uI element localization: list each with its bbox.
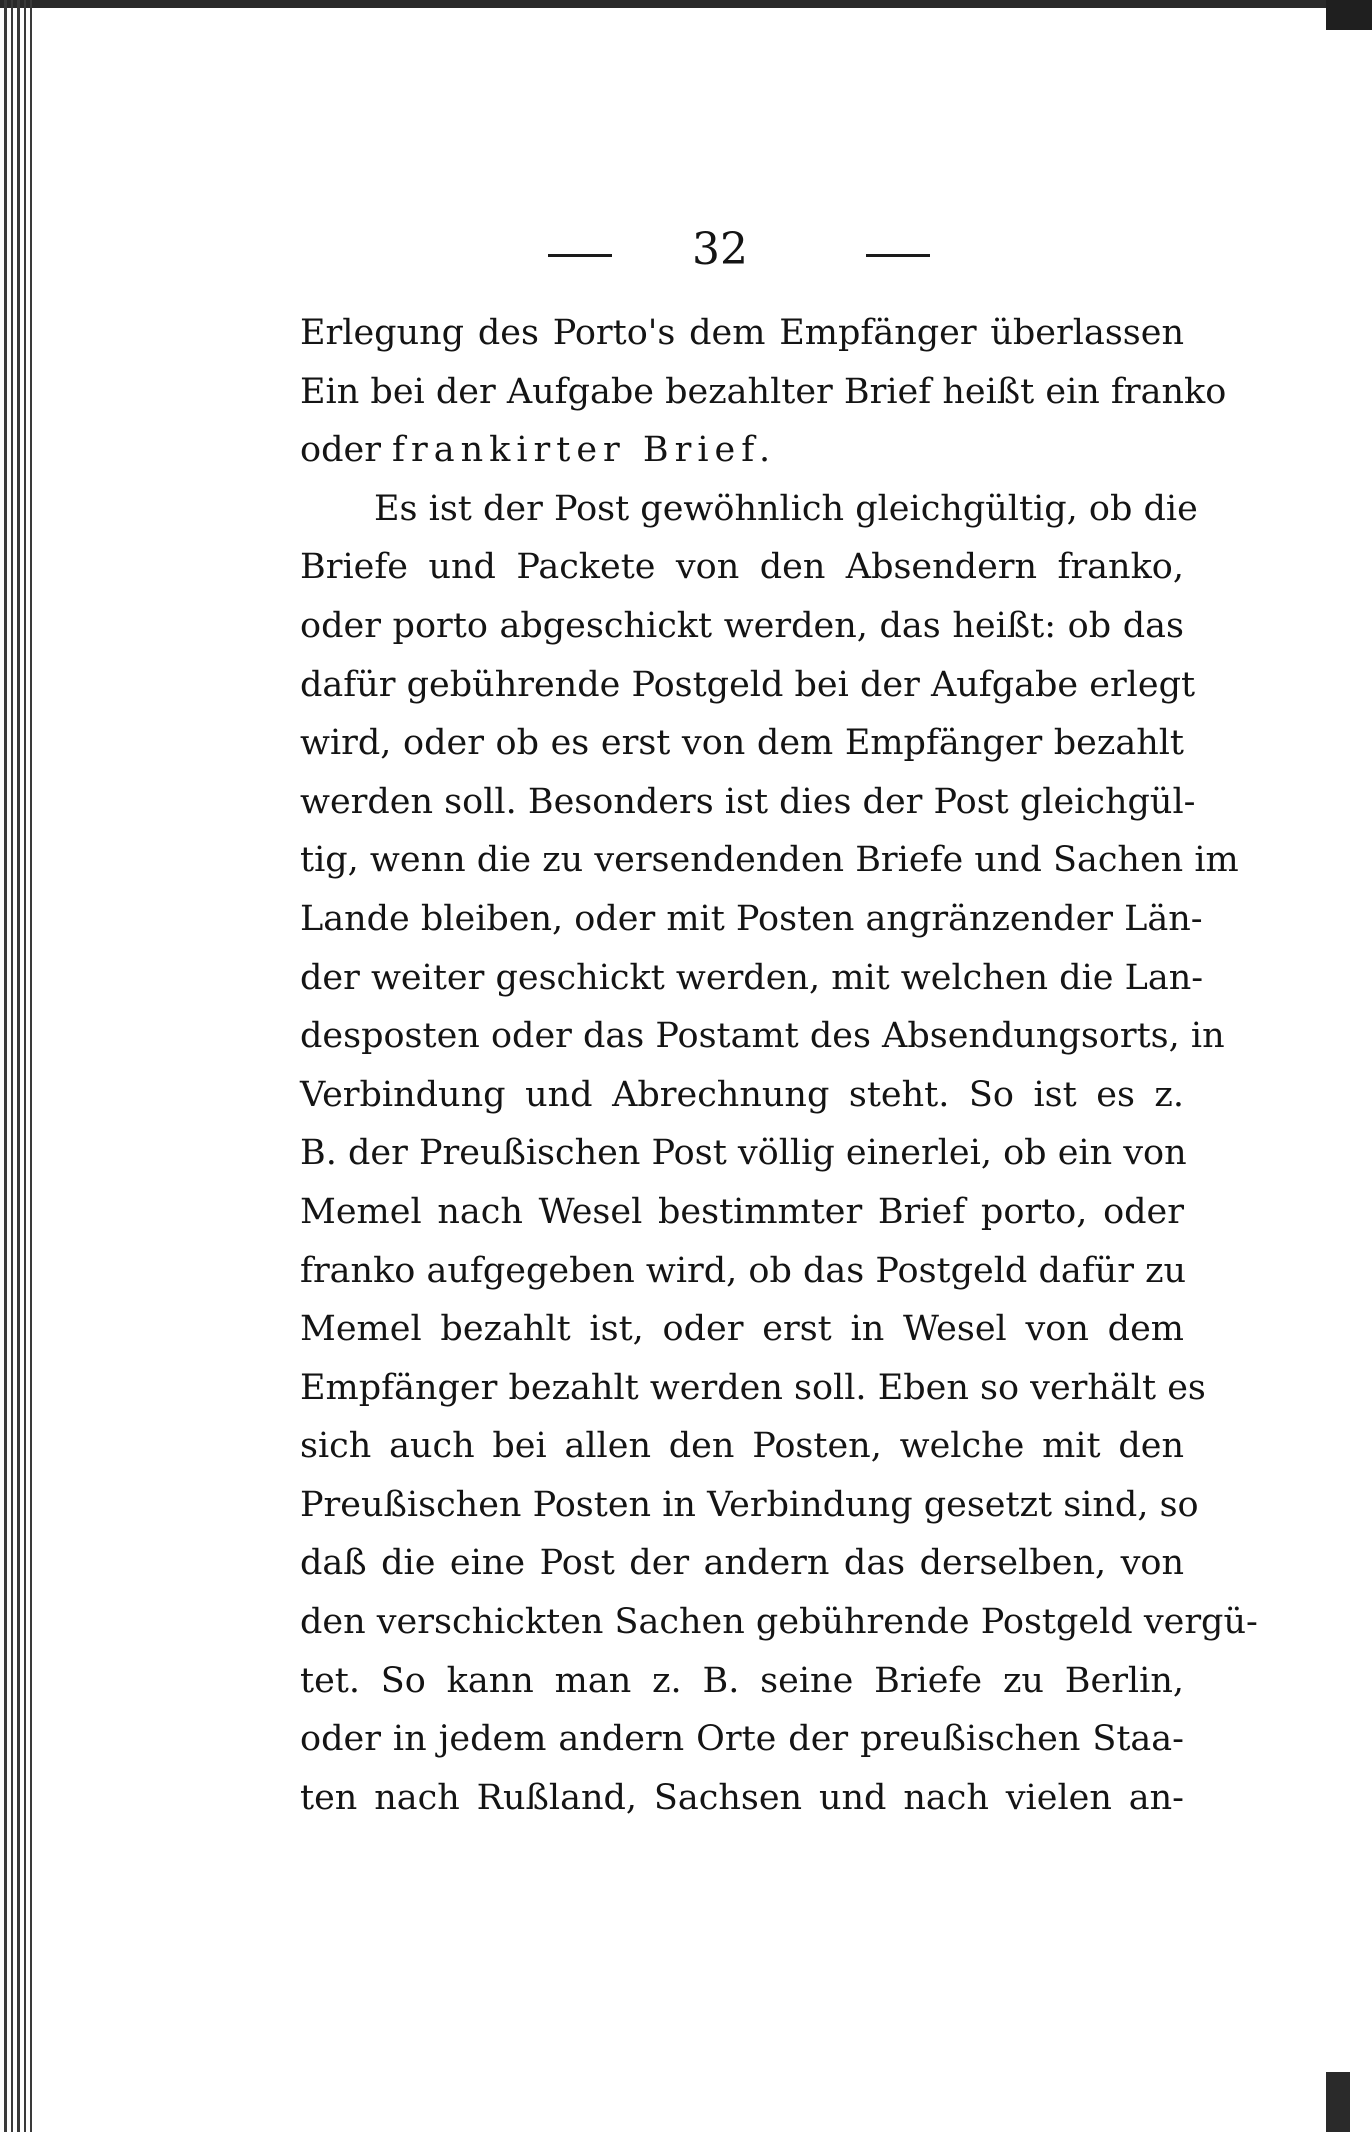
page-number: 32 <box>692 224 748 275</box>
text-line: tet. So kann man z. B. seine Briefe zu Berlin, <box>300 1660 1184 1701</box>
text-line: sich auch bei allen den Posten, welche mit den <box>300 1426 1184 1467</box>
page-header <box>0 224 1372 284</box>
text-line: den verschickten Sachen gebührende Postgeld vergü- <box>300 1602 1258 1643</box>
text-line: Es ist der Post gewöhnlich gleichgültig, ob die <box>374 488 1198 529</box>
text-line: Briefe und Packete von den Absendern franko, <box>300 547 1184 588</box>
header-dash-left <box>548 254 612 257</box>
text-line: Erlegung des Porto's dem Empfänger überlassen <box>300 313 1184 353</box>
text-line: franko aufgegeben wird, ob das Postgeld dafür zu <box>300 1250 1187 1291</box>
text-line: Memel nach Wesel bestimmter Brief porto, oder <box>300 1191 1184 1232</box>
text-line: tig, wenn die zu versendenden Briefe und Sachen im <box>300 840 1239 881</box>
text-line: der weiter geschickt werden, mit welchen die Lan- <box>300 957 1204 998</box>
paragraph-1 <box>300 304 1227 480</box>
text-line: desposten oder das Postamt des Absendungsorts, in <box>300 1016 1225 1057</box>
text-line: Ein bei der Aufgabe bezahlter Brief heißt ein franko <box>300 371 1227 412</box>
text-line <box>300 421 1184 480</box>
text-line: werden soll. Besonders ist dies der Post gleichgül- <box>300 781 1196 822</box>
text-line: B. der Preußischen Post völlig einerlei, ob ein von <box>300 1133 1187 1174</box>
body-text <box>300 304 1258 1827</box>
text-line: Lande bleiben, oder mit Posten angränzender Län- <box>300 898 1203 939</box>
text-line: ten nach Rußland, Sachsen und nach vielen an- <box>300 1777 1184 1818</box>
scan-top-edge <box>0 0 1372 8</box>
text-line: Empfänger bezahlt werden soll. Eben so verhält es <box>300 1367 1206 1408</box>
scan-bottom-corner-mark <box>1326 2072 1350 2132</box>
text-line: Preußischen Posten in Verbindung gesetzt sind, so <box>300 1484 1199 1525</box>
text-line: oder porto abgeschickt werden, das heißt: ob das <box>300 605 1184 646</box>
text-line: daß die eine Post der andern das derselben, von <box>300 1543 1184 1584</box>
text-line: dafür gebührende Postgeld bei der Aufgabe erlegt <box>300 664 1196 705</box>
text-line: Verbindung und Abrechnung steht. So ist es z. <box>300 1074 1184 1115</box>
text-line: oder in jedem andern Orte der preußischen Staa- <box>300 1719 1184 1760</box>
text-run: oder <box>300 430 393 471</box>
text-line: Memel bezahlt ist, oder erst in Wesel von dem <box>300 1309 1184 1350</box>
text-line: wird, oder ob es erst von dem Empfänger bezahlt <box>300 723 1184 764</box>
header-dash-right <box>866 254 930 257</box>
emphasized-term: frankirter Brief. <box>392 430 777 471</box>
paragraph-2 <box>300 480 1258 1828</box>
scan-right-corner-mark <box>1326 0 1372 30</box>
scan-left-binding-edge <box>0 0 34 2132</box>
